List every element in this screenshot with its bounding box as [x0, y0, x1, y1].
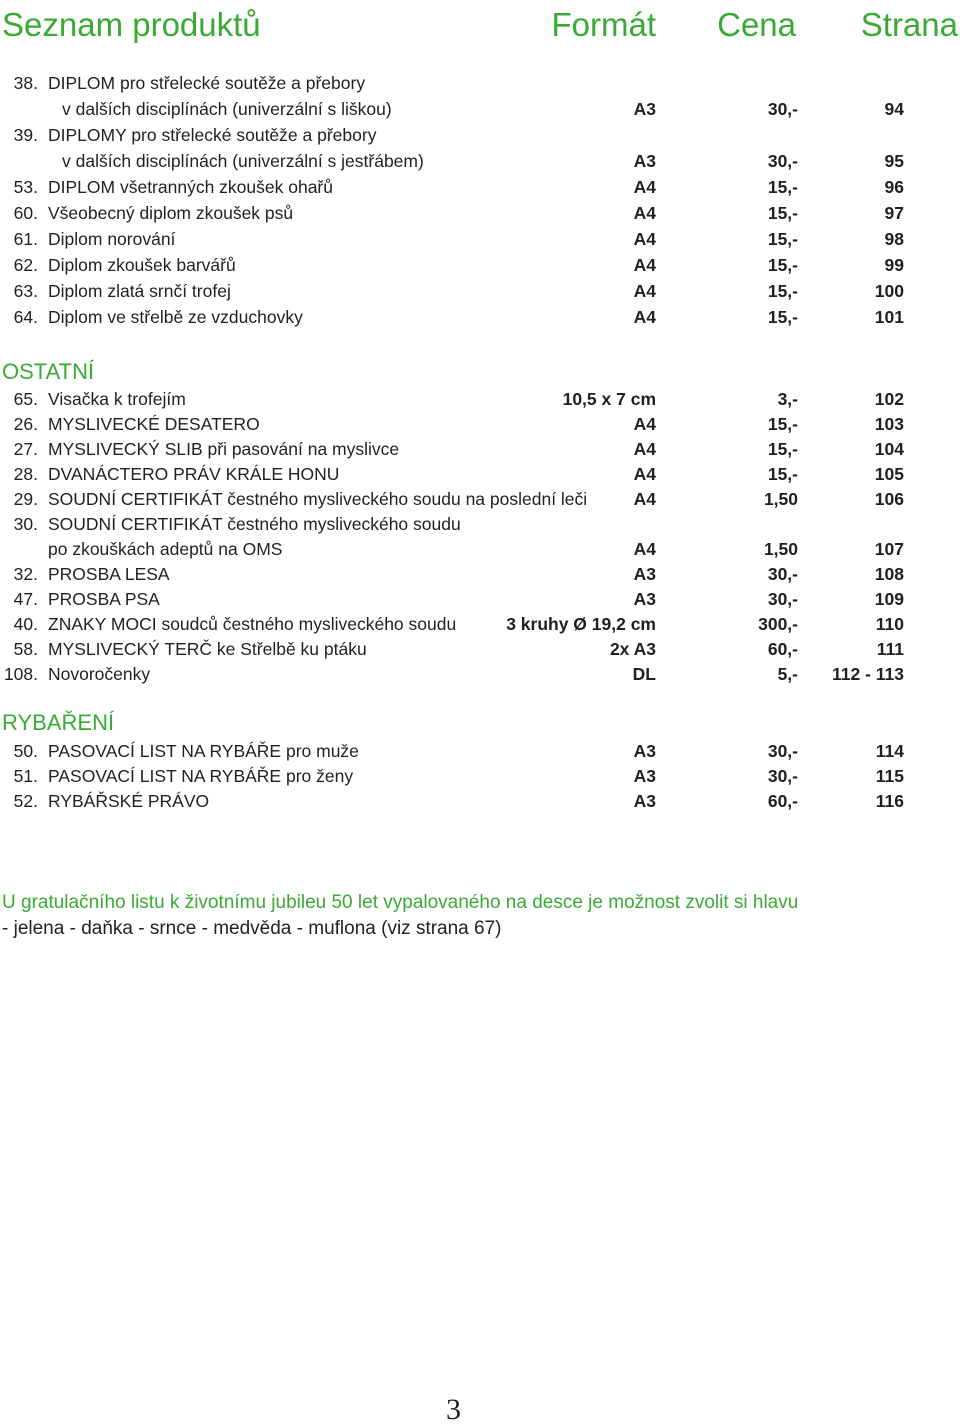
item-name: Všeobecný diplom zkoušek psů: [48, 203, 294, 223]
item-format: DL: [632, 664, 656, 684]
section-title-rybareni: RYBAŘENÍ: [2, 710, 115, 735]
item-format: A4: [633, 464, 656, 484]
product-list-rybareni: [0, 739, 960, 814]
item-number: 27.: [13, 439, 38, 459]
item-format: A4: [633, 281, 656, 301]
item-name: DVANÁCTERO PRÁV KRÁLE HONU: [48, 464, 340, 484]
item-page: 97: [884, 203, 904, 223]
item-name: DIPLOM všetranných zkoušek ohařů: [48, 177, 333, 197]
item-number: 32.: [13, 564, 38, 584]
list-item: [0, 637, 960, 662]
item-number: 26.: [13, 414, 38, 434]
item-price: 15,-: [767, 439, 798, 459]
list-item: [0, 412, 960, 437]
item-price: 60,-: [767, 791, 798, 811]
item-format: A3: [633, 589, 656, 609]
item-page: 114: [875, 741, 904, 761]
item-number: 63.: [13, 281, 38, 301]
column-header-format: Formát: [551, 6, 656, 43]
item-page: 102: [874, 389, 904, 409]
item-price: 30,-: [767, 741, 798, 761]
list-item: [0, 252, 960, 278]
item-price: 15,-: [767, 464, 798, 484]
item-format: 3 kruhy Ø 19,2 cm: [506, 614, 656, 634]
item-page: 107: [874, 539, 904, 559]
item-number: 28.: [13, 464, 38, 484]
item-name: Diplom zlatá srnčí trofej: [48, 281, 231, 301]
list-item: [0, 789, 960, 814]
item-number: 58.: [13, 639, 38, 659]
item-format: A3: [633, 741, 656, 761]
item-page: 109: [874, 589, 904, 609]
item-name: Diplom norování: [48, 229, 176, 249]
item-price: 15,-: [767, 177, 798, 197]
item-format: A4: [633, 177, 656, 197]
item-name: Diplom zkoušek barvářů: [48, 255, 236, 275]
list-item: [0, 70, 960, 96]
list-item: [0, 487, 960, 512]
list-item: [0, 764, 960, 789]
item-page: 103: [874, 414, 904, 434]
item-price: 15,-: [767, 307, 798, 327]
item-format: 10,5 x 7 cm: [562, 389, 656, 409]
item-format: A4: [633, 414, 656, 434]
list-item: [0, 562, 960, 587]
item-name: RYBÁŘSKÉ PRÁVO: [48, 791, 210, 811]
item-price: 3,-: [777, 389, 798, 409]
list-item: [0, 612, 960, 637]
product-list-diplomas: [0, 70, 960, 330]
item-format: A4: [633, 229, 656, 249]
item-name: ZNAKY MOCI soudců čestného mysliveckého soudu: [48, 614, 457, 634]
list-item: [0, 462, 960, 487]
list-item: [0, 226, 960, 252]
item-name: PROSBA PSA: [48, 589, 160, 609]
list-item: [0, 122, 960, 148]
item-page: 112 - 113: [831, 664, 904, 684]
item-format: A4: [633, 255, 656, 275]
item-price: 30,-: [767, 564, 798, 584]
item-format: A3: [633, 791, 656, 811]
item-page: 101: [874, 307, 904, 327]
item-number: 30.: [13, 514, 38, 534]
item-name: Diplom ve střelbě ze vzduchovky: [48, 307, 303, 327]
item-price: 30,-: [767, 589, 798, 609]
item-price: 5,-: [777, 664, 798, 684]
list-item: [0, 437, 960, 462]
item-page: 100: [874, 281, 904, 301]
item-format: A3: [633, 151, 656, 171]
list-item: [0, 174, 960, 200]
item-number: 38.: [13, 73, 38, 93]
item-price: 15,-: [767, 281, 798, 301]
item-number: 50.: [13, 741, 38, 761]
list-item: [0, 387, 960, 412]
item-name: MYSLIVECKÝ SLIB při pasování na myslivce: [48, 439, 400, 459]
item-name: Novoročenky: [48, 664, 151, 684]
item-name: v dalších disciplínách (univerzální s jestřábem): [62, 151, 424, 171]
item-name: PASOVACÍ LIST NA RYBÁŘE pro muže: [48, 741, 359, 761]
item-number: 29.: [13, 489, 38, 509]
item-name: SOUDNÍ CERTIFIKÁT čestného mysliveckého soudu: [48, 514, 461, 534]
column-header-price: Cena: [717, 6, 796, 43]
item-price: 15,-: [767, 203, 798, 223]
item-page: 94: [884, 99, 904, 119]
item-page: 111: [876, 639, 904, 659]
item-format: A4: [633, 489, 656, 509]
item-name: MYSLIVECKÉ DESATERO: [48, 414, 260, 434]
item-price: 15,-: [767, 229, 798, 249]
item-page: 104: [874, 439, 904, 459]
list-item: [0, 662, 960, 687]
item-number: 64.: [13, 307, 38, 327]
list-item: [0, 148, 960, 174]
list-item: [0, 587, 960, 612]
item-number: 47.: [13, 589, 38, 609]
item-page: 98: [884, 229, 904, 249]
item-page: 108: [874, 564, 904, 584]
column-header-page: Strana: [860, 6, 958, 43]
item-page: 110: [875, 614, 904, 634]
item-number: 52.: [13, 791, 38, 811]
item-format: 2x A3: [609, 639, 656, 659]
item-format: A4: [633, 203, 656, 223]
list-item: [0, 512, 960, 537]
page-number: 3: [446, 1393, 461, 1426]
item-price: 30,-: [767, 99, 798, 119]
item-price: 300,-: [758, 614, 798, 634]
item-format: A3: [633, 564, 656, 584]
item-number: 40.: [13, 614, 38, 634]
item-price: 30,-: [767, 151, 798, 171]
list-item: [0, 537, 960, 562]
item-number: 60.: [13, 203, 38, 223]
section-title-ostatni: OSTATNÍ: [2, 359, 95, 384]
item-page: 106: [874, 489, 904, 509]
item-format: A4: [633, 439, 656, 459]
list-item: [0, 304, 960, 330]
item-price: 1,50: [763, 539, 798, 559]
list-item: [0, 278, 960, 304]
item-format: A3: [633, 99, 656, 119]
item-format: A4: [633, 539, 656, 559]
item-number: 53.: [13, 177, 38, 197]
item-number: 51.: [13, 766, 38, 786]
item-name: MYSLIVECKÝ TERČ ke Střelbě ku ptáku: [48, 639, 367, 659]
item-price: 30,-: [767, 766, 798, 786]
list-item: [0, 739, 960, 764]
list-item: [0, 96, 960, 122]
item-page: 115: [875, 766, 904, 786]
item-page: 116: [875, 791, 904, 811]
item-price: 60,-: [767, 639, 798, 659]
item-page: 105: [874, 464, 904, 484]
item-page: 96: [884, 177, 904, 197]
item-name: DIPLOMY pro střelecké soutěže a přebory: [48, 125, 377, 145]
item-price: 15,-: [767, 255, 798, 275]
item-number: 62.: [13, 255, 38, 275]
item-page: 95: [884, 151, 904, 171]
item-name: po zkouškách adeptů na OMS: [48, 539, 283, 559]
item-name: Visačka k trofejím: [48, 389, 186, 409]
note-jubilee: U gratulačního listu k životnímu jubileu 50 let vypalovaného na desce je možnost zvolit si hlavu: [2, 892, 799, 913]
item-number: 108.: [3, 664, 38, 684]
item-name: v dalších disciplínách (univerzální s liškou): [62, 99, 392, 119]
item-number: 65.: [13, 389, 38, 409]
item-name: PROSBA LESA: [48, 564, 170, 584]
item-format: A3: [633, 766, 656, 786]
list-item: [0, 200, 960, 226]
item-number: 39.: [13, 125, 38, 145]
note-head-options: - jelena - daňka - srnce - medvěda - muflona (viz strana 67): [2, 918, 502, 939]
item-name: DIPLOM pro střelecké soutěže a přebory: [48, 73, 366, 93]
page-title: Seznam produktů: [2, 6, 261, 43]
item-number: 61.: [13, 229, 38, 249]
item-price: 15,-: [767, 414, 798, 434]
item-page: 99: [884, 255, 904, 275]
item-name: PASOVACÍ LIST NA RYBÁŘE pro ženy: [48, 766, 354, 786]
item-format: A4: [633, 307, 656, 327]
product-list-ostatni: [0, 387, 960, 687]
item-name: SOUDNÍ CERTIFIKÁT čestného mysliveckého soudu na poslední leči: [48, 489, 588, 509]
item-price: 1,50: [763, 489, 798, 509]
